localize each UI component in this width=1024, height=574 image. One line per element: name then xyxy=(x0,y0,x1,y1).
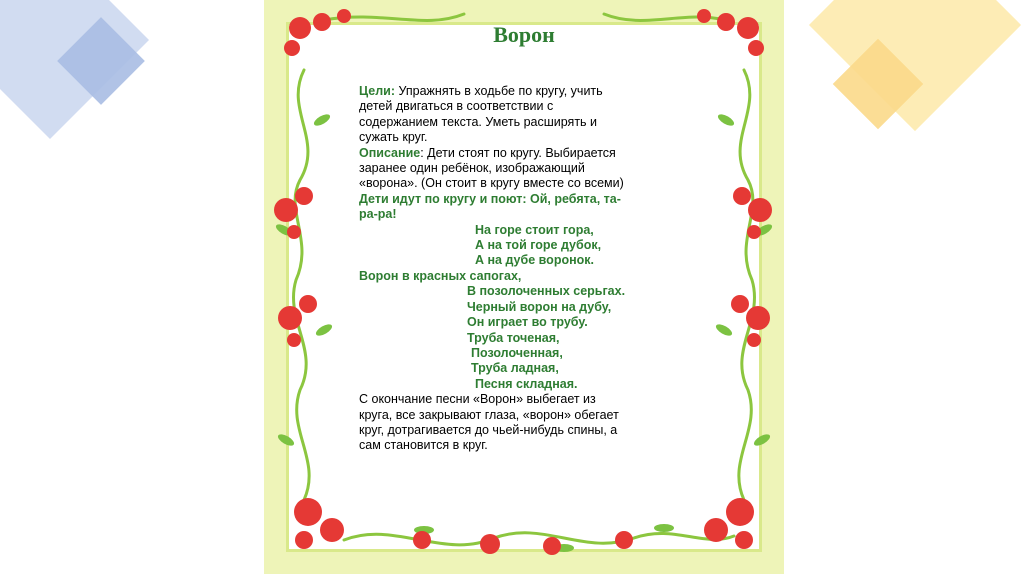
verse-line: В позолоченных серьгах. xyxy=(467,284,626,299)
ending-line: круга, все закрывают глаза, «ворон» обегает xyxy=(359,407,619,422)
goals-paragraph xyxy=(359,84,679,99)
decor-yellow-diamond-large xyxy=(809,0,1021,131)
verse-line: Он играет во трубу. xyxy=(467,315,588,330)
page-title: Ворон xyxy=(493,22,555,47)
game-card xyxy=(264,0,784,574)
goals-label: Цели: xyxy=(359,84,396,98)
description-label: Описание xyxy=(359,145,421,160)
verse-line: На горе стоит гора, xyxy=(475,222,594,237)
description-line: «ворона». (Он стоит в кругу вместе со всеми) xyxy=(359,176,624,191)
description-line: : Дети стоят по кругу. Выбирается xyxy=(420,145,616,160)
verse-line: А на той горе дубок, xyxy=(475,238,602,253)
song-intro-line: Дети идут по кругу и поют: Ой, ребята, та- xyxy=(359,191,621,206)
verse-line: Песня складная. xyxy=(475,376,578,391)
verse-line: Труба ладная, xyxy=(471,361,559,376)
goals-line: Упражнять в ходьбе по кругу, учить xyxy=(395,84,603,98)
song-intro-line: ра-ра! xyxy=(359,207,397,222)
goals-line: детей двигаться в соответствии с xyxy=(359,99,554,114)
ending-line: круг, дотрагивается до чьей-нибудь спины, а xyxy=(359,422,618,437)
verse-line: Труба точеная, xyxy=(467,330,560,345)
description-line: заранее один ребёнок, изображающий xyxy=(359,161,585,176)
verse-line: Черный ворон на дубу, xyxy=(467,299,612,314)
verse-line: Ворон в красных сапогах, xyxy=(359,268,522,283)
verse-line: Позолоченная, xyxy=(471,345,563,360)
verse-line: А на дубе воронок. xyxy=(475,253,595,268)
goals-line: содержанием текста. Уметь расширять и xyxy=(359,114,598,129)
game-description-text xyxy=(359,84,679,454)
goals-line: сужать круг. xyxy=(359,130,428,145)
ending-line: С окончание песни «Ворон» выбегает из xyxy=(359,392,596,407)
ending-line: сам становится в круг. xyxy=(359,438,488,453)
description-paragraph xyxy=(359,146,679,161)
